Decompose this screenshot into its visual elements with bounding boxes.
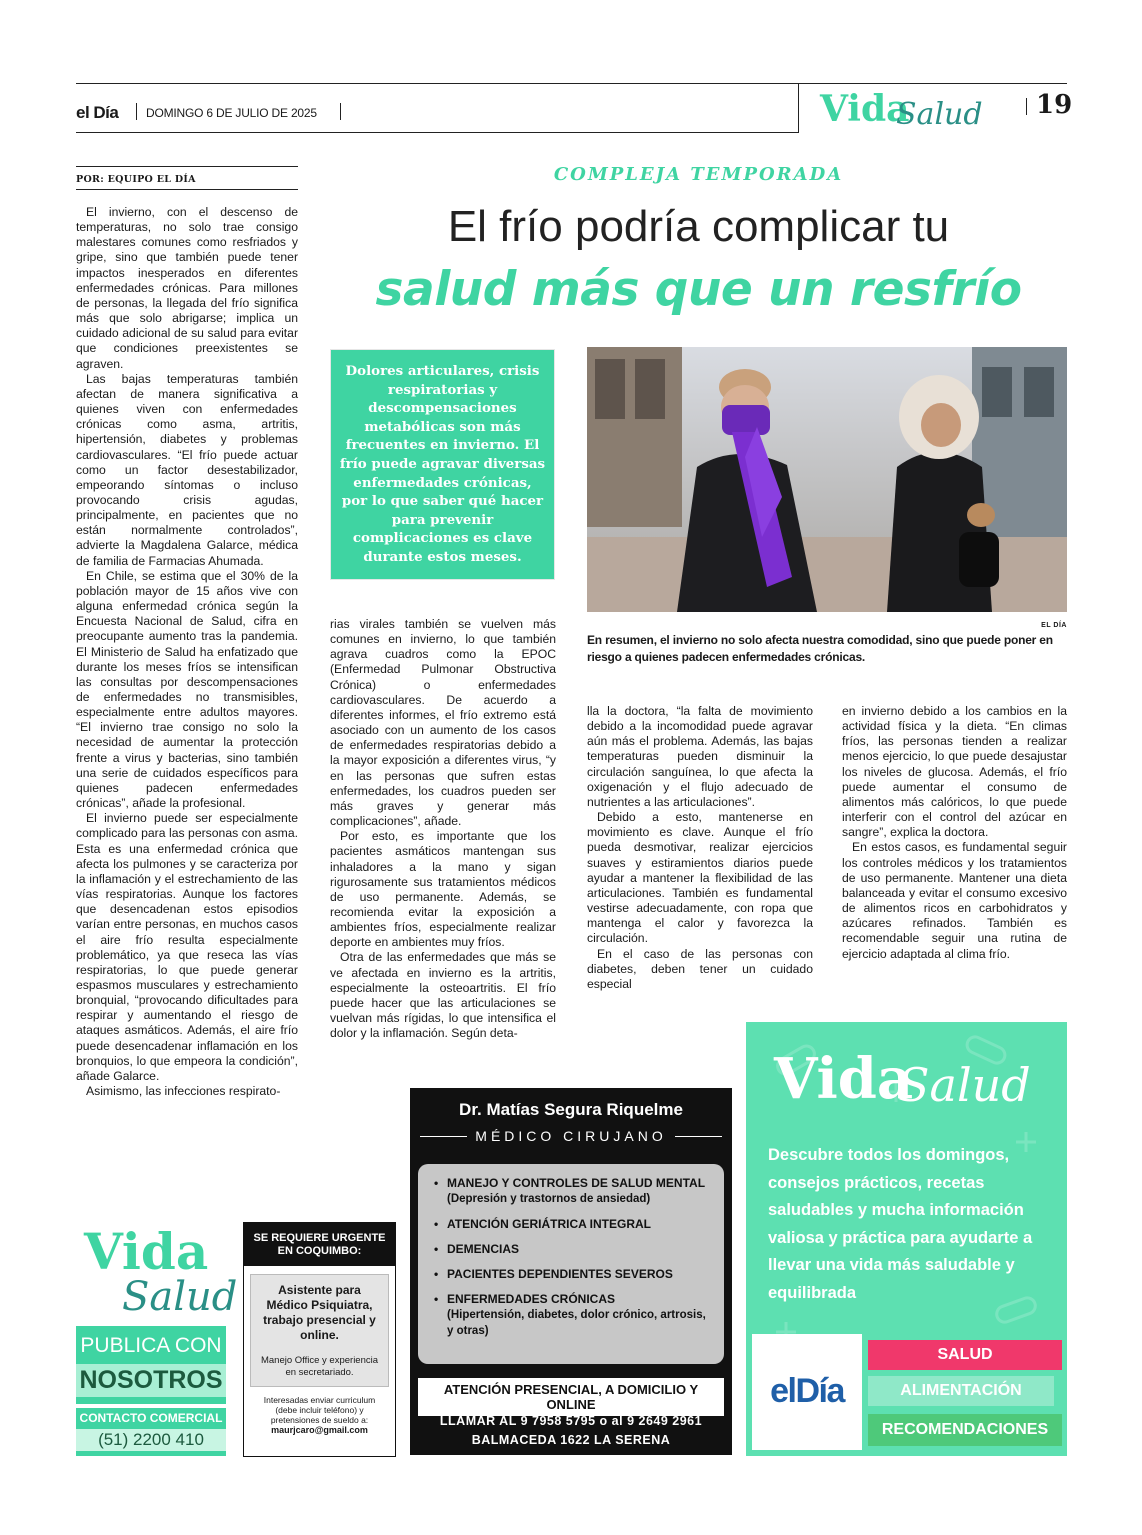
- paragraph: El invierno, con el descenso de temperaturas, no solo trae consigo malestares comunes como resfriados y gripe, sino que también puede tener impactos inesperados en diferentes enfermedades crónicas. Para millones de personas, la llegada del frío significa más que solo abrigarse; implica un cuidado adicional de su salud para evitar que condiciones preexistentes se agraven.: [76, 205, 298, 371]
- ad-doctor: [410, 1088, 732, 1455]
- header-divider: [136, 103, 137, 120]
- photo-caption: En resumen, el invierno no solo afecta nuestra comodidad, sino que puede poner en riesgo a quienes padecen enfermedades crónicas.: [587, 633, 1053, 664]
- article-column-4: [842, 704, 1067, 962]
- header-divider: [340, 103, 341, 120]
- ad-contact-label: CONTACTO COMERCIAL: [79, 1411, 223, 1425]
- header-brand: el Día: [76, 103, 119, 122]
- paragraph: rias virales también se vuelven más comunes en invierno, lo que también agrava cuadros como la EPOC (Enfermedad Pulmonar Obstructiva Crónica) o enfermedades cardiovasculares. De acuerdo a diferentes informes, el frío extremo está asociado con un aumento de los casos de enfermedades respiratorias debido a la mayor exposición a diferentes virus, “y en las personas que sufren estas enfermedades, los cuadros pueden ser más graves y generar más complicaciones”, añade.: [330, 617, 556, 829]
- headline-line-1: El frío podría complicar tu: [447, 202, 950, 251]
- article-column-3: [587, 704, 813, 992]
- byline-rule: [76, 189, 298, 190]
- paragraph: Las bajas temperaturas también afectan de manera significativa a quienes viven con enfermedades crónicas como asma, artritis, hipertensión, diabetes y problemas cardiovasculares. “El frío puede actuar como un factor desestabilizador, empeorando síntomas o incluso provocando crisis agudas, principalmente, en pacientes que no están normalmente controlados”, advierte la Magdalena Galarce, médica de familia de Farmacias Ahumada.: [76, 371, 298, 568]
- headline-line-2: salud más que un resfrío: [375, 262, 1022, 317]
- ad-publica-bar: [76, 1326, 226, 1404]
- tag-recomendaciones: RECOMENDACIONES: [868, 1414, 1062, 1446]
- header-top-rule: [76, 83, 1067, 84]
- article-kicker: COMPLEJA TEMPORADA: [553, 164, 844, 185]
- byline: POR: EQUIPO EL DÍA: [76, 174, 196, 185]
- lead-text: Dolores articulares, crisis respiratorias y descompensaciones metabólicas son más frecuentes en invierno. El frío puede agravar diversas enfermedades crónicas, por lo que saber qué hacer para prevenir complicaciones es clave durante estos meses.: [339, 363, 546, 565]
- ad-job-requirements: Manejo Office y experiencia en secretariado.: [260, 1355, 379, 1378]
- ad-job-footer: Interesadas enviar curriculum (debe incluir teléfono) y pretensiones de sueldo a:: [263, 1395, 376, 1425]
- lead-box: [331, 350, 554, 579]
- ad-job-email[interactable]: maurjcaro@gmail.com: [271, 1425, 368, 1435]
- article-photo: [587, 347, 1067, 612]
- ad-vida-word: Vida: [84, 1222, 209, 1281]
- byline-rule: [76, 166, 298, 167]
- paragraph: lla la doctora, “la falta de movimiento debido a la incomodidad puede agravar aún más el problema. Además, las bajas temperaturas pueden disminuir la circulación sanguínea, lo que afecta la oxigenación y el flujo adecuado de nutrientes a las articulaciones”.: [587, 704, 813, 809]
- paragraph: El invierno puede ser especialmente complicado para las personas con asma. Esta es una enfermedad crónica que afecta los pulmones y se caracteriza por la inflamación y el estrechamiento de las vías respiratorias. Aunque los factores que desencadenan estos episodios varían entre personas, en muchos casos el aire frío resulta especialmente problemático, ya que reseca las vías respiratorias, lo que puede generar espasmos musculares y estrechamiento bronquial, “provocando dificultades para respirar y aumentando el riesgo de ataques asmáticos. Además, el aire frío puede desencadenar inflamación en los bronquios, lo que empeora la condición”, añade Galarce.: [76, 811, 298, 1083]
- ad-doctor-attention: ATENCIÓN PRESENCIAL, A DOMICILIO Y ONLINE: [418, 1378, 724, 1416]
- ad-job: [243, 1222, 396, 1457]
- ad-doctor-services: [418, 1164, 724, 1364]
- header-date: DOMINGO 6 DE JULIO DE 2025: [146, 106, 317, 120]
- paragraph: Por esto, es importante que los pacientes asmáticos mantengan sus inhaladores a la mano y sigan rigurosamente sus tratamientos médicos de uso permanente. Además, se recomienda evitar la exposición a ambientes fríos, especialmente realizar deporte en ambientes muy fríos.: [330, 829, 556, 950]
- service-item: • MANEJO Y CONTROLES DE SALUD MENTAL (Depresión y trastornos de ansiedad): [434, 1176, 706, 1205]
- article-column-1: [76, 205, 298, 1099]
- header-section-vida: Vida: [820, 88, 910, 130]
- service-item: • ENFERMEDADES CRÓNICAS (Hipertensión, diabetes, dolor crónico, artrosis, y otras): [434, 1292, 706, 1337]
- article-column-2: [330, 617, 556, 1041]
- ad-job-header: SE REQUIERE URGENTE EN COQUIMBO:: [244, 1223, 395, 1266]
- promo-text: Descubre todos los domingos, consejos prácticos, recetas saludables y mucha información valiosa y práctica para ayudarte a llevar una vida más saludable y equilibrada: [768, 1146, 1033, 1302]
- photo-credit: EL DÍA: [1041, 622, 1067, 629]
- paragraph: En Chile, se estima que el 30% de la población mayor de 15 años vive con alguna enfermedad crónica según la Encuesta Nacional de Salud, cifra en preocupante aumento tras la pandemia. El Ministerio de Salud ha enfatizado que durante los meses fríos se intensifican las consultas por descompensaciones de enfermedades no transmisibles, especialmente entre adultos mayores. “El invierno trae consigo no solo la necesidad de aumentar la protección frente a virus y bacterias, sino también una serie de cuidados específicos para quienes padecen enfermedades crónicas”, añade la profesional.: [76, 568, 298, 811]
- ad-contact-phone: (51) 2200 410: [76, 1429, 226, 1451]
- paragraph: Otra de las enfermedades que más se ve afectada en invierno es la artritis, especialmente la osteoartritis. El frío puede hacer que las articulaciones se vuelvan más rígidas, lo que intensifica el dolor y la inflamación. Según deta-: [330, 950, 556, 1041]
- ad-job-box: [250, 1274, 389, 1387]
- header-section-salud: Salud: [896, 97, 983, 132]
- ad-doctor-address: BALMACEDA 1622 LA SERENA: [471, 1433, 671, 1447]
- tag-salud: SALUD: [868, 1340, 1062, 1370]
- service-item: • PACIENTES DEPENDIENTES SEVEROS: [434, 1267, 673, 1281]
- eldia-logo: elDía: [752, 1334, 862, 1450]
- ad-doctor-phones: LLAMAR AL 9 7958 5795 o al 9 2649 2961: [439, 1414, 703, 1428]
- header-divider: [1026, 98, 1027, 115]
- header-bottom-rule: [76, 132, 798, 133]
- ad-doctor-name: Dr. Matías Segura Riquelme: [459, 1100, 683, 1119]
- ad-contact-bar: [76, 1408, 226, 1456]
- page-number: 19: [1036, 90, 1073, 120]
- ad-publica-line1: PUBLICA CON: [80, 1334, 222, 1357]
- paragraph: Asimismo, las infecciones respirato-: [86, 1084, 281, 1099]
- ad-publica-line2: NOSOTROS: [76, 1364, 226, 1397]
- ad-vida-salud-promo: [746, 1022, 1067, 1456]
- ad-doctor-title-row: [410, 1128, 732, 1144]
- ad-job-title: Asistente para Médico Psiquiatra, trabajo presencial y online.: [263, 1283, 376, 1342]
- tag-alimentacion: ALIMENTACIÓN: [868, 1376, 1054, 1406]
- paragraph: En estos casos, es fundamental seguir los controles médicos y los tratamientos de uso permanente. Mantener una dieta balanceada y evitar el consumo excesivo de alimentos ricos en carbohidratos y azúcares refinados. También es recomendable seguir una rutina de ejercicio adaptada al clima frío.: [842, 840, 1067, 961]
- promo-vida-word: Vida: [774, 1046, 914, 1112]
- service-item: • ATENCIÓN GERIÁTRICA INTEGRAL: [434, 1217, 651, 1231]
- promo-salud-word: Salud: [898, 1058, 1031, 1112]
- paragraph: Debido a esto, mantenerse en movimiento es clave. Aunque el frío pueda desmotivar, realizar ejercicios suaves y estiramientos diarios puede ayudar a mantener la flexibilidad de las articulaciones. También es fundamental vestirse adecuadamente, con ropa que mantenga el calor y favorezca la circulación.: [587, 810, 813, 946]
- header-section-divider: [798, 83, 799, 133]
- paragraph: En el caso de las personas con diabetes, deben tener un cuidado especial: [587, 946, 813, 991]
- ad-publica-con-nosotros: [76, 1222, 238, 1456]
- ad-doctor-title: MÉDICO CIRUJANO: [475, 1128, 667, 1144]
- paragraph: en invierno debido a los cambios en la actividad física y la dieta. “En climas fríos, las personas tienden a realizar menos ejercicio, lo que puede desajustar los niveles de glucosa. Además, el frío puede aumentar el consumo de alimentos más calóricos, lo que puede interferir con el control del azúcar en sangre”, explica la doctora.: [842, 704, 1067, 840]
- service-item: • DEMENCIAS: [434, 1242, 520, 1256]
- ad-salud-word: Salud: [122, 1274, 238, 1320]
